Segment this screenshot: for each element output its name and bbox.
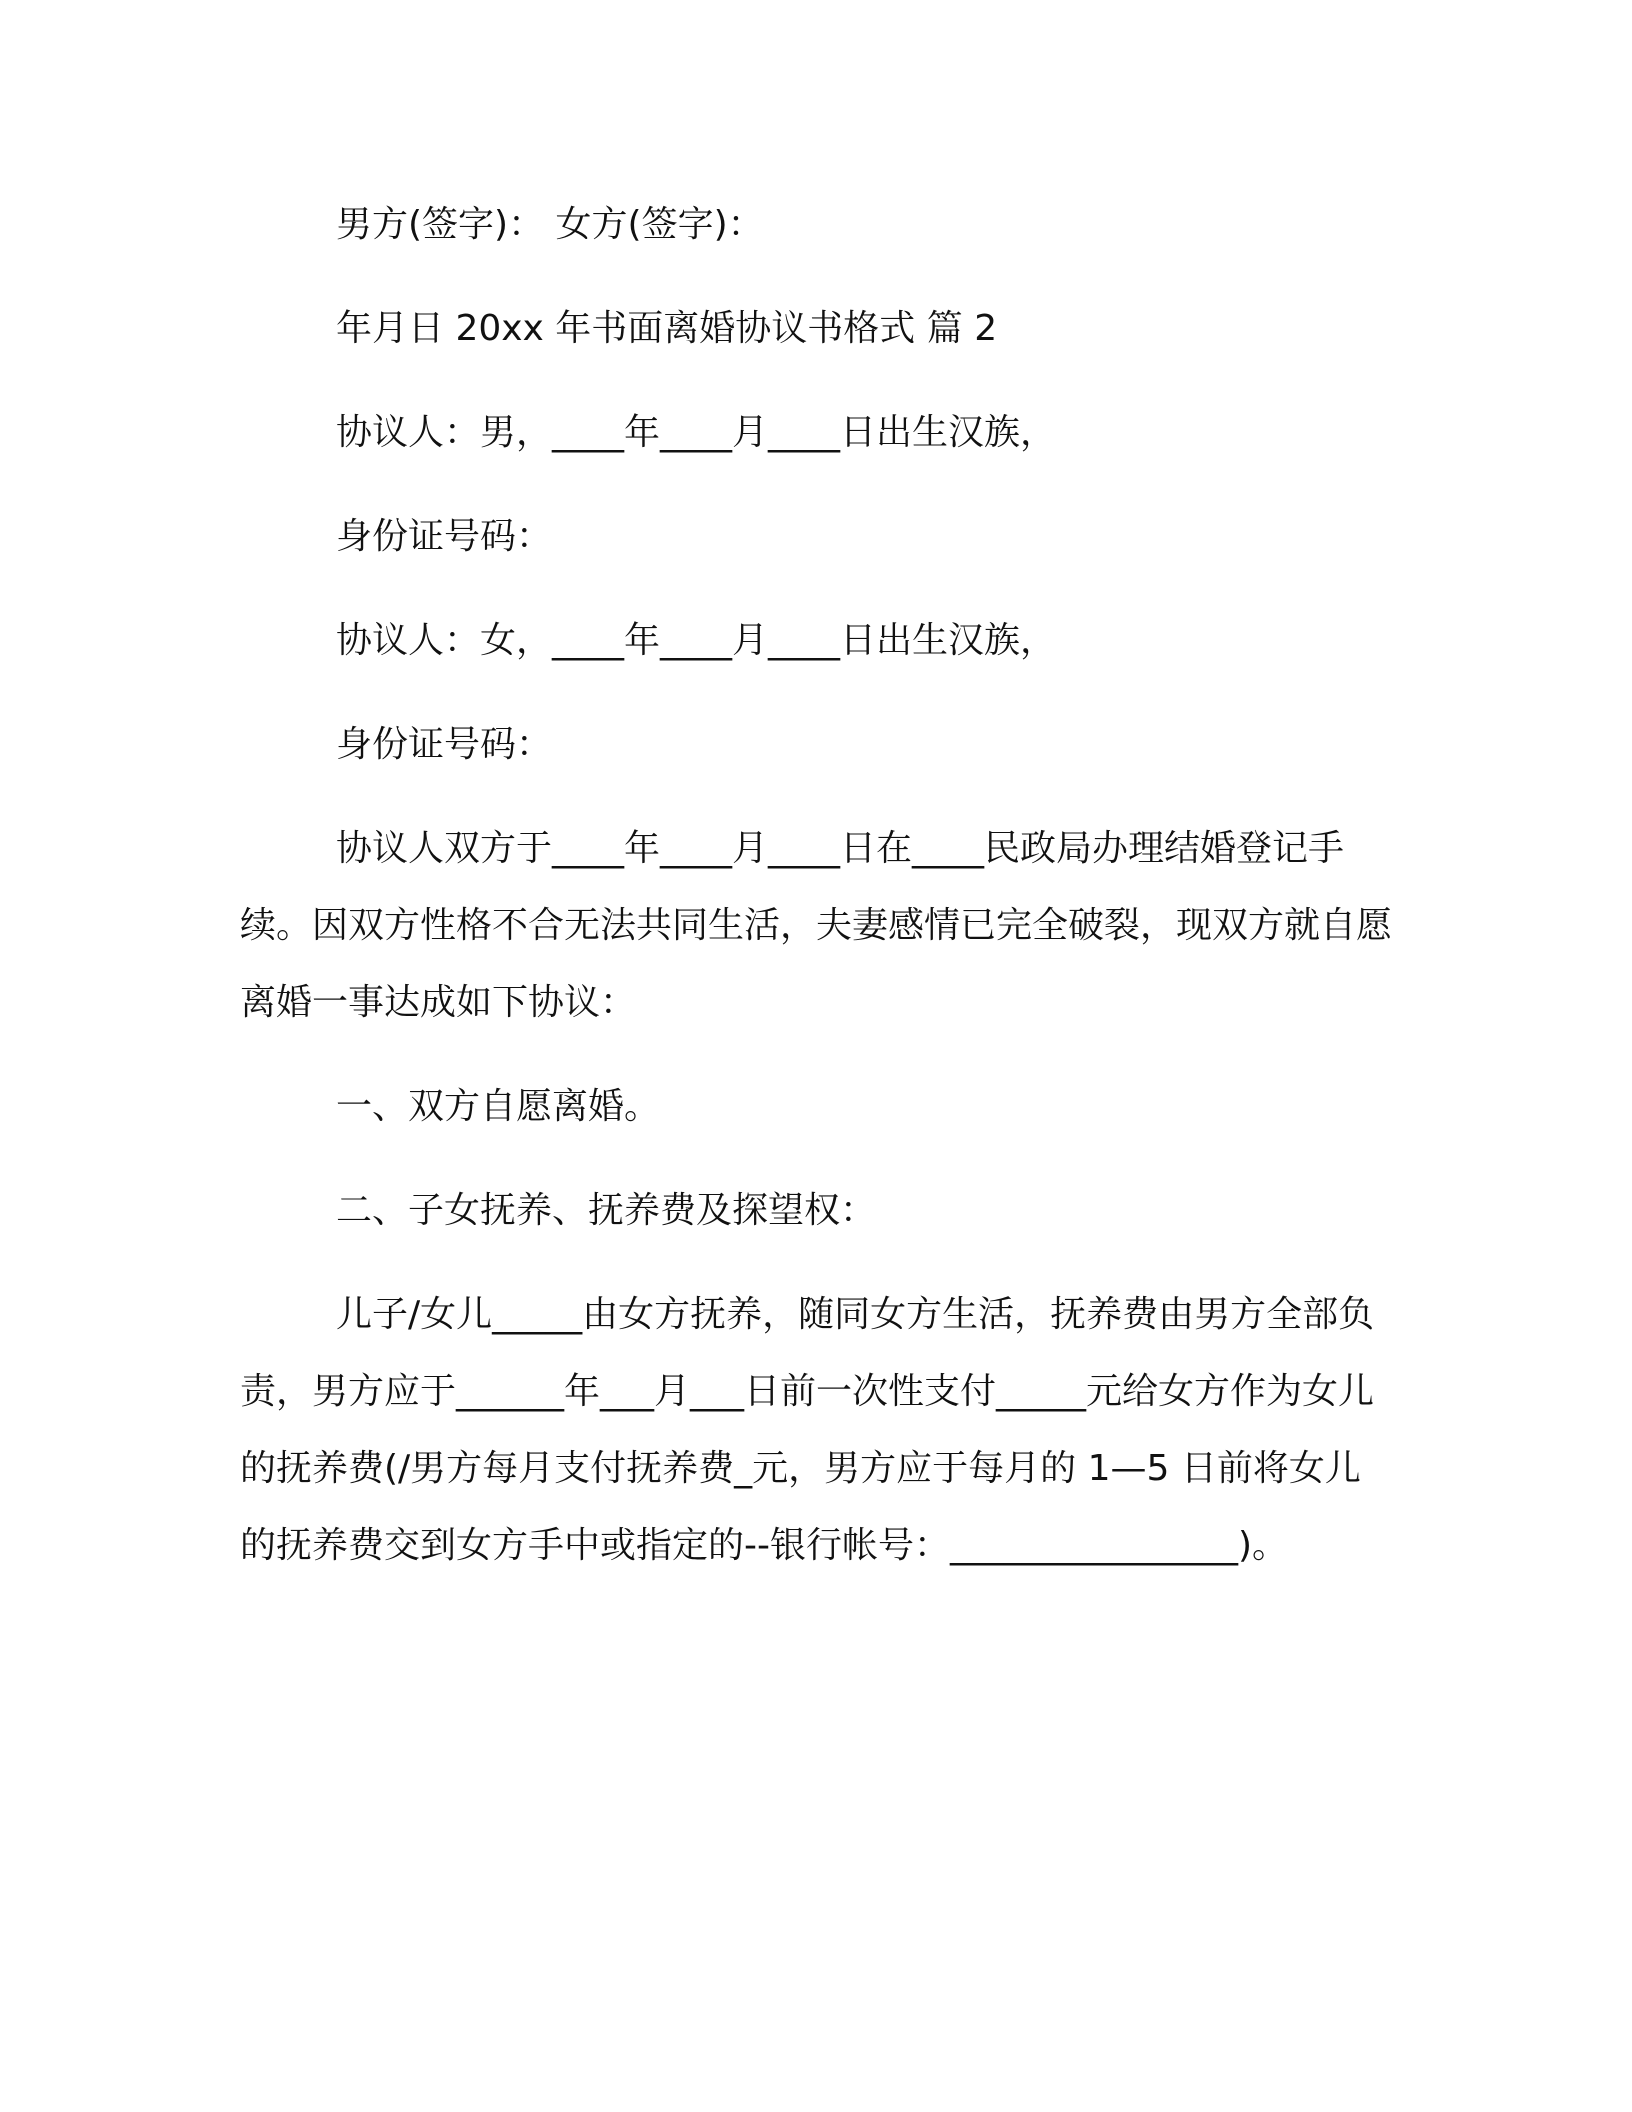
clause-one: 一、双方自愿离婚。 [336, 1086, 661, 1127]
date-and-section-title: 年月日 20xx 年书面离婚协议书格式 篇 2 [336, 308, 998, 349]
female-id-number: 身份证号码： [336, 724, 553, 765]
signature-line: 男方(签字)： 女方(签字)： [336, 204, 764, 245]
agreement-preamble: 协议人双方于____年____月____日在____民政局办理结婚登记手续。因双方性格不合无法共同生活，夫妻感情已完全破裂，现双方就自愿离婚一事达成如下协议： [240, 828, 1393, 1023]
male-id-number: 身份证号码： [336, 516, 553, 557]
child-support-paragraph: 儿子/女儿_____由女方抚养，随同女方生活，抚养费由男方全部负责，男方应于______年___月___日前一次性支付_____元给女方作为女儿的抚养费(/男方每月支付抚养费_元，男方应于每月的 1—5 日前将女儿的抚养费交到女方手中或指定的--银行帐号：________________)。 [240, 1294, 1375, 1566]
clause-two-heading: 二、子女抚养、抚养费及探望权： [336, 1190, 877, 1231]
male-party-info: 协议人：男，____年____月____日出生汉族， [336, 412, 1057, 453]
female-party-info: 协议人：女，____年____月____日出生汉族， [336, 620, 1057, 661]
document-body [240, 186, 1395, 1584]
